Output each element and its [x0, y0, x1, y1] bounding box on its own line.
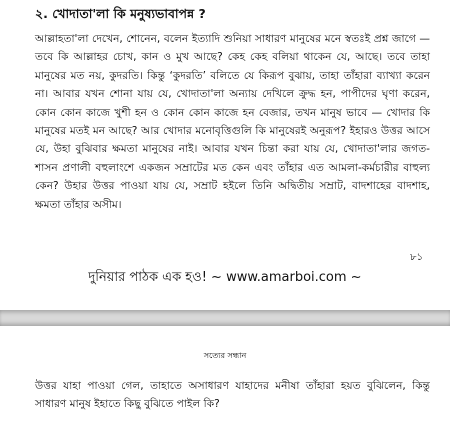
section-heading: ২. খোদাতা'লা কি মনুষ্যভাবাপন্ন ? — [35, 6, 206, 21]
page-number: ৮১ — [410, 252, 423, 263]
body-paragraph-2: উত্তর যাহা পাওয়া গেল, তাহাতে অসাধারণ যাহাদের মনীষা তাঁহারা হয়ত বুঝিলেন, কিন্তু সাধারণ মানুষ ইহাতে কিছু বুঝিতে পাইল কি? — [35, 380, 430, 411]
body-paragraph: আল্লাহতা'লা দেখেন, শোনেন, বলেন ইত্যাদি শুনিয়া সাধারণ মানুষের মনে স্বতঃই প্রশ্ন জাগে — তবে কি আল্লাহর চোখ, কান ও মুখ আছে? কেহ কেহ বলিয়া থাকেন যে, আছে। তবে তাহা মানুষের মত নয়, কুদরতি। কিন্তু ‘কুদরতি’ বলিতে যে কিরূপ বুঝায়, তাহা তাঁহারা ব্যাখ্যা করেন না। আবার যখন শোনা যায় যে, খোদাতা'লা অন্যায় দেখিলে ক্রুদ্ধ হন, পাপীদের ঘৃণা করেন, কোন কোন কাজে খুশী হন ও কোন কোন কাজে হন বেজার, তখন মানুষ ভাবে — খোদার কি মানুষের মতই মন আছে? আর খোদার মনোবৃত্তিগুলি কি মানুষেরই অনুরূপ? ইহারও উত্তর আসে যে, উহা বুঝিবার ক্ষমতা মানুষের নাই। আবার যখন চিন্তা করা যায় যে, খোদাতা'লার জগত-শাসন প্রণালী বহুলাংশে একজন সম্রাটের মত কেন এবং তাঁহার এত আমলা-কর্মচারীর বাহুল্য কেন? উহার উত্তর পাওয়া যায় যে, সম্রাট হইলে তিনি অদ্বিতীয় সম্রাট, বাদশাহের বাদশাহ, ক্ষমতা তাঁহার অসীম। — [35, 33, 430, 211]
book-page-82 — [0, 326, 450, 432]
running-head: সত্যের সন্ধান — [203, 351, 247, 360]
footer-watermark-link[interactable]: দুনিয়ার পাঠক এক হও! ~ www.amarboi.com ~ — [88, 270, 362, 285]
page-separator — [0, 310, 450, 326]
